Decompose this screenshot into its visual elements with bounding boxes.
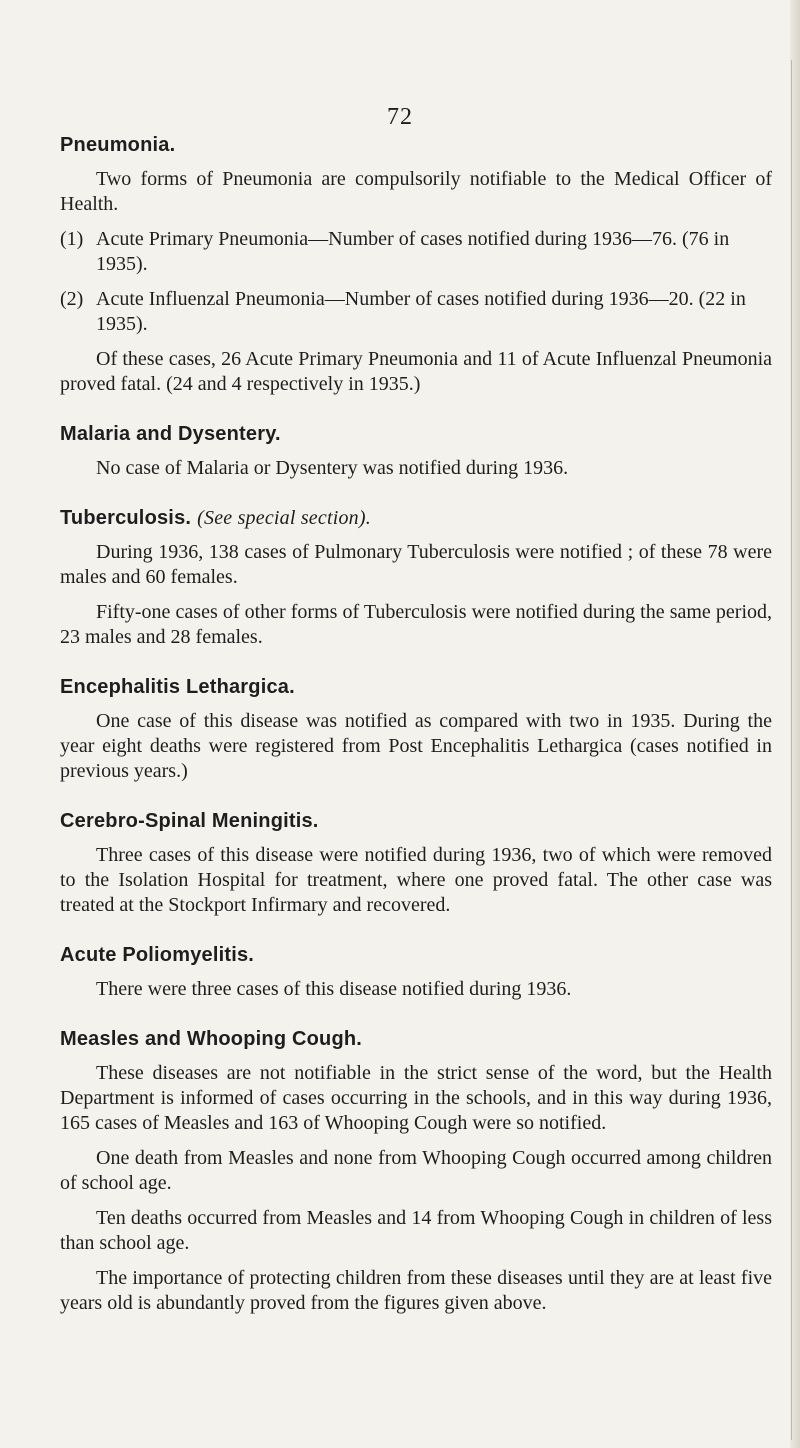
malaria-paragraph: No case of Malaria or Dysentery was notified during 1936.	[96, 457, 569, 479]
section-measles	[60, 1028, 772, 1316]
heading-meningitis: Cerebro-Spinal Meningitis.	[60, 810, 319, 832]
section-encephalitis	[60, 676, 772, 784]
heading-tuberculosis	[60, 507, 772, 530]
section-meningitis	[60, 810, 772, 918]
measles-paragraph-4: The importance of protecting children from these diseases until they are at least five years old is abundantly proved from the figures given above.	[60, 1267, 772, 1314]
list-text: Acute Primary Pneumonia—Number of cases notified during 1936—76. (76 in 1935).	[96, 228, 730, 275]
pneumonia-item-1	[60, 227, 772, 277]
section-pneumonia	[60, 134, 772, 397]
page-number: 72	[387, 104, 413, 130]
list-number: (1)	[60, 228, 84, 250]
document-body	[60, 134, 772, 1342]
section-malaria	[60, 423, 772, 481]
pneumonia-intro: Two forms of Pneumonia are compulsorily notifiable to the Medical Officer of Health.	[60, 168, 772, 215]
measles-paragraph-3: Ten deaths occurred from Measles and 14 from Whooping Cough in children of less than school age.	[60, 1207, 772, 1254]
list-text: Acute Influenzal Pneumonia—Number of cases notified during 1936—20. (22 in 1935).	[96, 288, 746, 335]
heading-measles: Measles and Whooping Cough.	[60, 1028, 363, 1050]
pneumonia-item-2	[60, 287, 772, 337]
section-poliomyelitis	[60, 944, 772, 1002]
heading-poliomyelitis: Acute Poliomyelitis.	[60, 944, 255, 966]
heading-tuberculosis-title: Tuberculosis.	[60, 507, 192, 529]
tuberculosis-paragraph-1: During 1936, 138 cases of Pulmonary Tuberculosis were notified ; of these 78 were males and 60 females.	[60, 541, 772, 588]
tuberculosis-paragraph-2: Fifty-one cases of other forms of Tuberculosis were notified during the same period, 23 males and 28 females.	[60, 601, 772, 648]
heading-encephalitis: Encephalitis Lethargica.	[60, 676, 295, 698]
measles-paragraph-2: One death from Measles and none from Whooping Cough occurred among children of school age.	[60, 1147, 772, 1194]
heading-pneumonia: Pneumonia.	[60, 134, 176, 156]
list-number: (2)	[60, 288, 84, 310]
encephalitis-paragraph: One case of this disease was notified as compared with two in 1935. During the year eight deaths were registered from Post Encephalitis Lethargica (cases notified in previous years.)	[60, 710, 772, 782]
pneumonia-summary: Of these cases, 26 Acute Primary Pneumonia and 11 of Acute Influenzal Pneumonia proved fatal. (24 and 4 respectively in 1935.)	[60, 348, 772, 395]
page-edge-line	[791, 60, 792, 1440]
meningitis-paragraph: Three cases of this disease were notified during 1936, two of which were removed to the Isolation Hospital for treatment, where one proved fatal. The other case was treated at the Stockport Infirmary and recovered.	[60, 844, 772, 916]
measles-paragraph-1: These diseases are not notifiable in the strict sense of the word, but the Health Department is informed of cases occurring in the schools, and in this way during 1936, 165 cases of Measles and 163 of Whooping Cough were so notified.	[60, 1062, 772, 1134]
heading-tuberculosis-note: (See special section).	[197, 507, 371, 529]
section-tuberculosis	[60, 507, 772, 650]
heading-malaria: Malaria and Dysentery.	[60, 423, 281, 445]
poliomyelitis-paragraph: There were three cases of this disease notified during 1936.	[96, 978, 572, 1000]
